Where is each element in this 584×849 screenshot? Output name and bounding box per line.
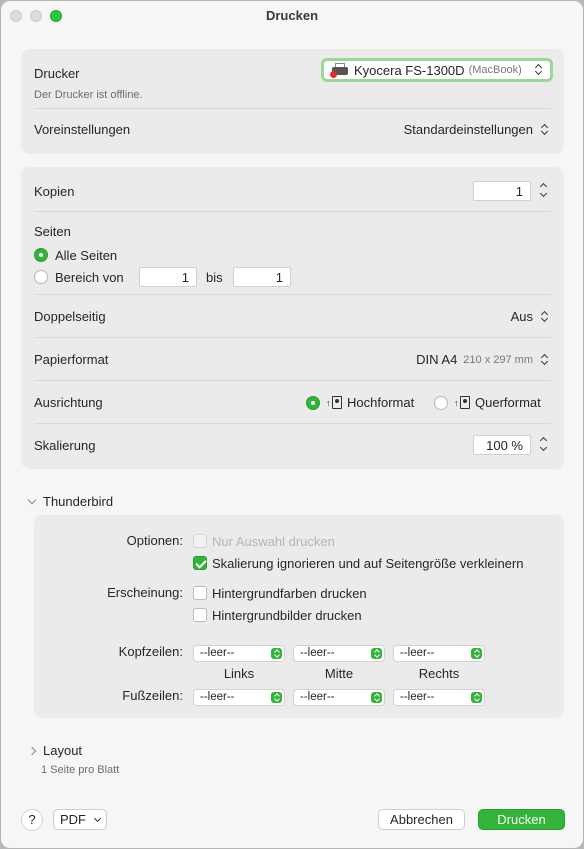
footer-center-value: --leer-- <box>300 691 335 703</box>
selection-only-checkbox[interactable] <box>193 534 207 548</box>
chevron-updown-icon <box>539 310 551 324</box>
range-to-label: bis <box>206 270 223 285</box>
scaling-stepper[interactable] <box>537 434 551 456</box>
selection-only-label: Nur Auswahl drucken <box>212 534 335 549</box>
layout-title: Layout <box>43 743 83 758</box>
chevron-updown-icon <box>539 353 551 367</box>
paper-popup[interactable] <box>416 352 551 367</box>
page-range-label: Bereich von <box>55 270 124 285</box>
all-pages-label: Alle Seiten <box>55 248 118 263</box>
headers-label: Kopfzeilen: <box>118 644 183 659</box>
page-range-radio[interactable] <box>34 270 48 284</box>
divider <box>34 108 551 109</box>
column-left-label: Links <box>223 666 255 681</box>
printer-host: (MacBook) <box>468 64 522 76</box>
divider <box>34 380 551 381</box>
bg-images-checkbox[interactable] <box>193 608 207 622</box>
chevron-updown-icon <box>539 123 551 137</box>
printer-name: Kyocera FS-1300D <box>354 62 465 78</box>
chevron-right-icon <box>28 746 36 754</box>
header-left-select[interactable] <box>193 645 285 662</box>
printer-label: Drucker <box>34 66 80 81</box>
footers-label: Fußzeilen: <box>122 688 183 703</box>
chevron-updown-icon <box>471 648 482 659</box>
copies-label: Kopien <box>34 184 75 199</box>
copies-field[interactable]: 1 <box>473 181 531 201</box>
thunderbird-card <box>34 515 564 718</box>
presets-popup[interactable] <box>404 122 551 137</box>
printer-row <box>34 62 551 86</box>
thunderbird-disclosure[interactable] <box>29 494 113 509</box>
printer-card <box>21 49 564 154</box>
help-button[interactable]: ? <box>21 809 43 831</box>
presets-label: Voreinstellungen <box>34 122 131 137</box>
scaling-field[interactable]: 100 % <box>473 435 531 455</box>
portrait-radio[interactable] <box>306 396 320 410</box>
divider <box>34 423 551 424</box>
landscape-option[interactable] <box>454 395 541 410</box>
header-left-value: --leer-- <box>200 647 235 659</box>
scaling-label: Skalierung <box>34 438 96 453</box>
paper-row <box>34 352 551 370</box>
paper-label: Papierformat <box>34 352 109 367</box>
printer-status: Der Drucker ist offline. <box>34 89 143 101</box>
shrink-to-fit-label: Skalierung ignorieren und auf Seitengröße verkleinern <box>212 556 524 571</box>
thunderbird-title: Thunderbird <box>43 494 114 509</box>
print-button[interactable]: Drucken <box>478 809 565 830</box>
appearance-label: Erscheinung: <box>107 585 183 600</box>
paper-value: DIN A4 <box>416 352 458 367</box>
duplex-popup[interactable] <box>511 309 551 324</box>
copies-stepper[interactable] <box>537 180 551 202</box>
landscape-radio[interactable] <box>434 396 448 410</box>
orientation-label: Ausrichtung <box>34 395 103 410</box>
chevron-updown-icon <box>271 692 282 703</box>
range-to-field[interactable]: 1 <box>233 267 291 287</box>
footer-right-select[interactable] <box>393 689 485 706</box>
shrink-to-fit-checkbox[interactable] <box>193 556 207 570</box>
options-label: Optionen: <box>126 533 183 548</box>
divider <box>34 337 551 338</box>
cancel-button[interactable]: Abbrechen <box>378 809 465 830</box>
chevron-updown-icon <box>371 648 382 659</box>
printer-popup[interactable] <box>321 58 553 82</box>
layout-disclosure[interactable] <box>29 743 82 758</box>
header-center-select[interactable] <box>293 645 385 662</box>
portrait-icon: ↑ <box>326 396 344 409</box>
printer-icon <box>332 63 348 77</box>
range-from-field[interactable]: 1 <box>139 267 197 287</box>
divider <box>34 294 551 295</box>
presets-row <box>34 122 551 140</box>
chevron-down-icon <box>94 814 101 821</box>
scaling-row <box>34 437 551 459</box>
landscape-icon: ↑ <box>454 396 472 409</box>
landscape-label: Querformat <box>475 395 541 410</box>
bg-colors-label: Hintergrundfarben drucken <box>212 586 367 601</box>
footer-left-value: --leer-- <box>200 691 235 703</box>
portrait-option[interactable] <box>326 395 414 410</box>
title-bar <box>1 1 583 31</box>
all-pages-radio[interactable] <box>34 248 48 262</box>
duplex-label: Doppelseitig <box>34 309 106 324</box>
chevron-down-icon <box>28 496 36 504</box>
footer-center-select[interactable] <box>293 689 385 706</box>
pdf-label: PDF <box>60 812 86 827</box>
divider <box>34 211 551 212</box>
header-right-value: --leer-- <box>400 647 435 659</box>
footer-right-value: --leer-- <box>400 691 435 703</box>
paper-size: 210 x 297 mm <box>463 353 533 366</box>
pages-label: Seiten <box>34 224 71 239</box>
chevron-updown-icon <box>371 692 382 703</box>
duplex-row <box>34 309 551 327</box>
portrait-label: Hochformat <box>347 395 415 410</box>
settings-card <box>21 167 564 469</box>
footer-left-select[interactable] <box>193 689 285 706</box>
header-right-select[interactable] <box>393 645 485 662</box>
chevron-updown-icon <box>471 692 482 703</box>
header-center-value: --leer-- <box>300 647 335 659</box>
column-right-label: Rechts <box>418 666 460 681</box>
column-center-label: Mitte <box>324 666 354 681</box>
chevron-updown-icon <box>533 63 545 77</box>
orientation-row <box>34 395 551 413</box>
window-title: Drucken <box>265 8 319 23</box>
copies-row <box>34 183 551 205</box>
bg-images-label: Hintergrundbilder drucken <box>212 608 362 623</box>
presets-value: Standardeinstellungen <box>403 122 533 137</box>
chevron-updown-icon <box>271 648 282 659</box>
layout-summary: 1 Seite pro Blatt <box>41 764 120 776</box>
duplex-value: Aus <box>510 309 533 324</box>
bg-colors-checkbox[interactable] <box>193 586 207 600</box>
pdf-menu-button[interactable] <box>53 809 107 830</box>
